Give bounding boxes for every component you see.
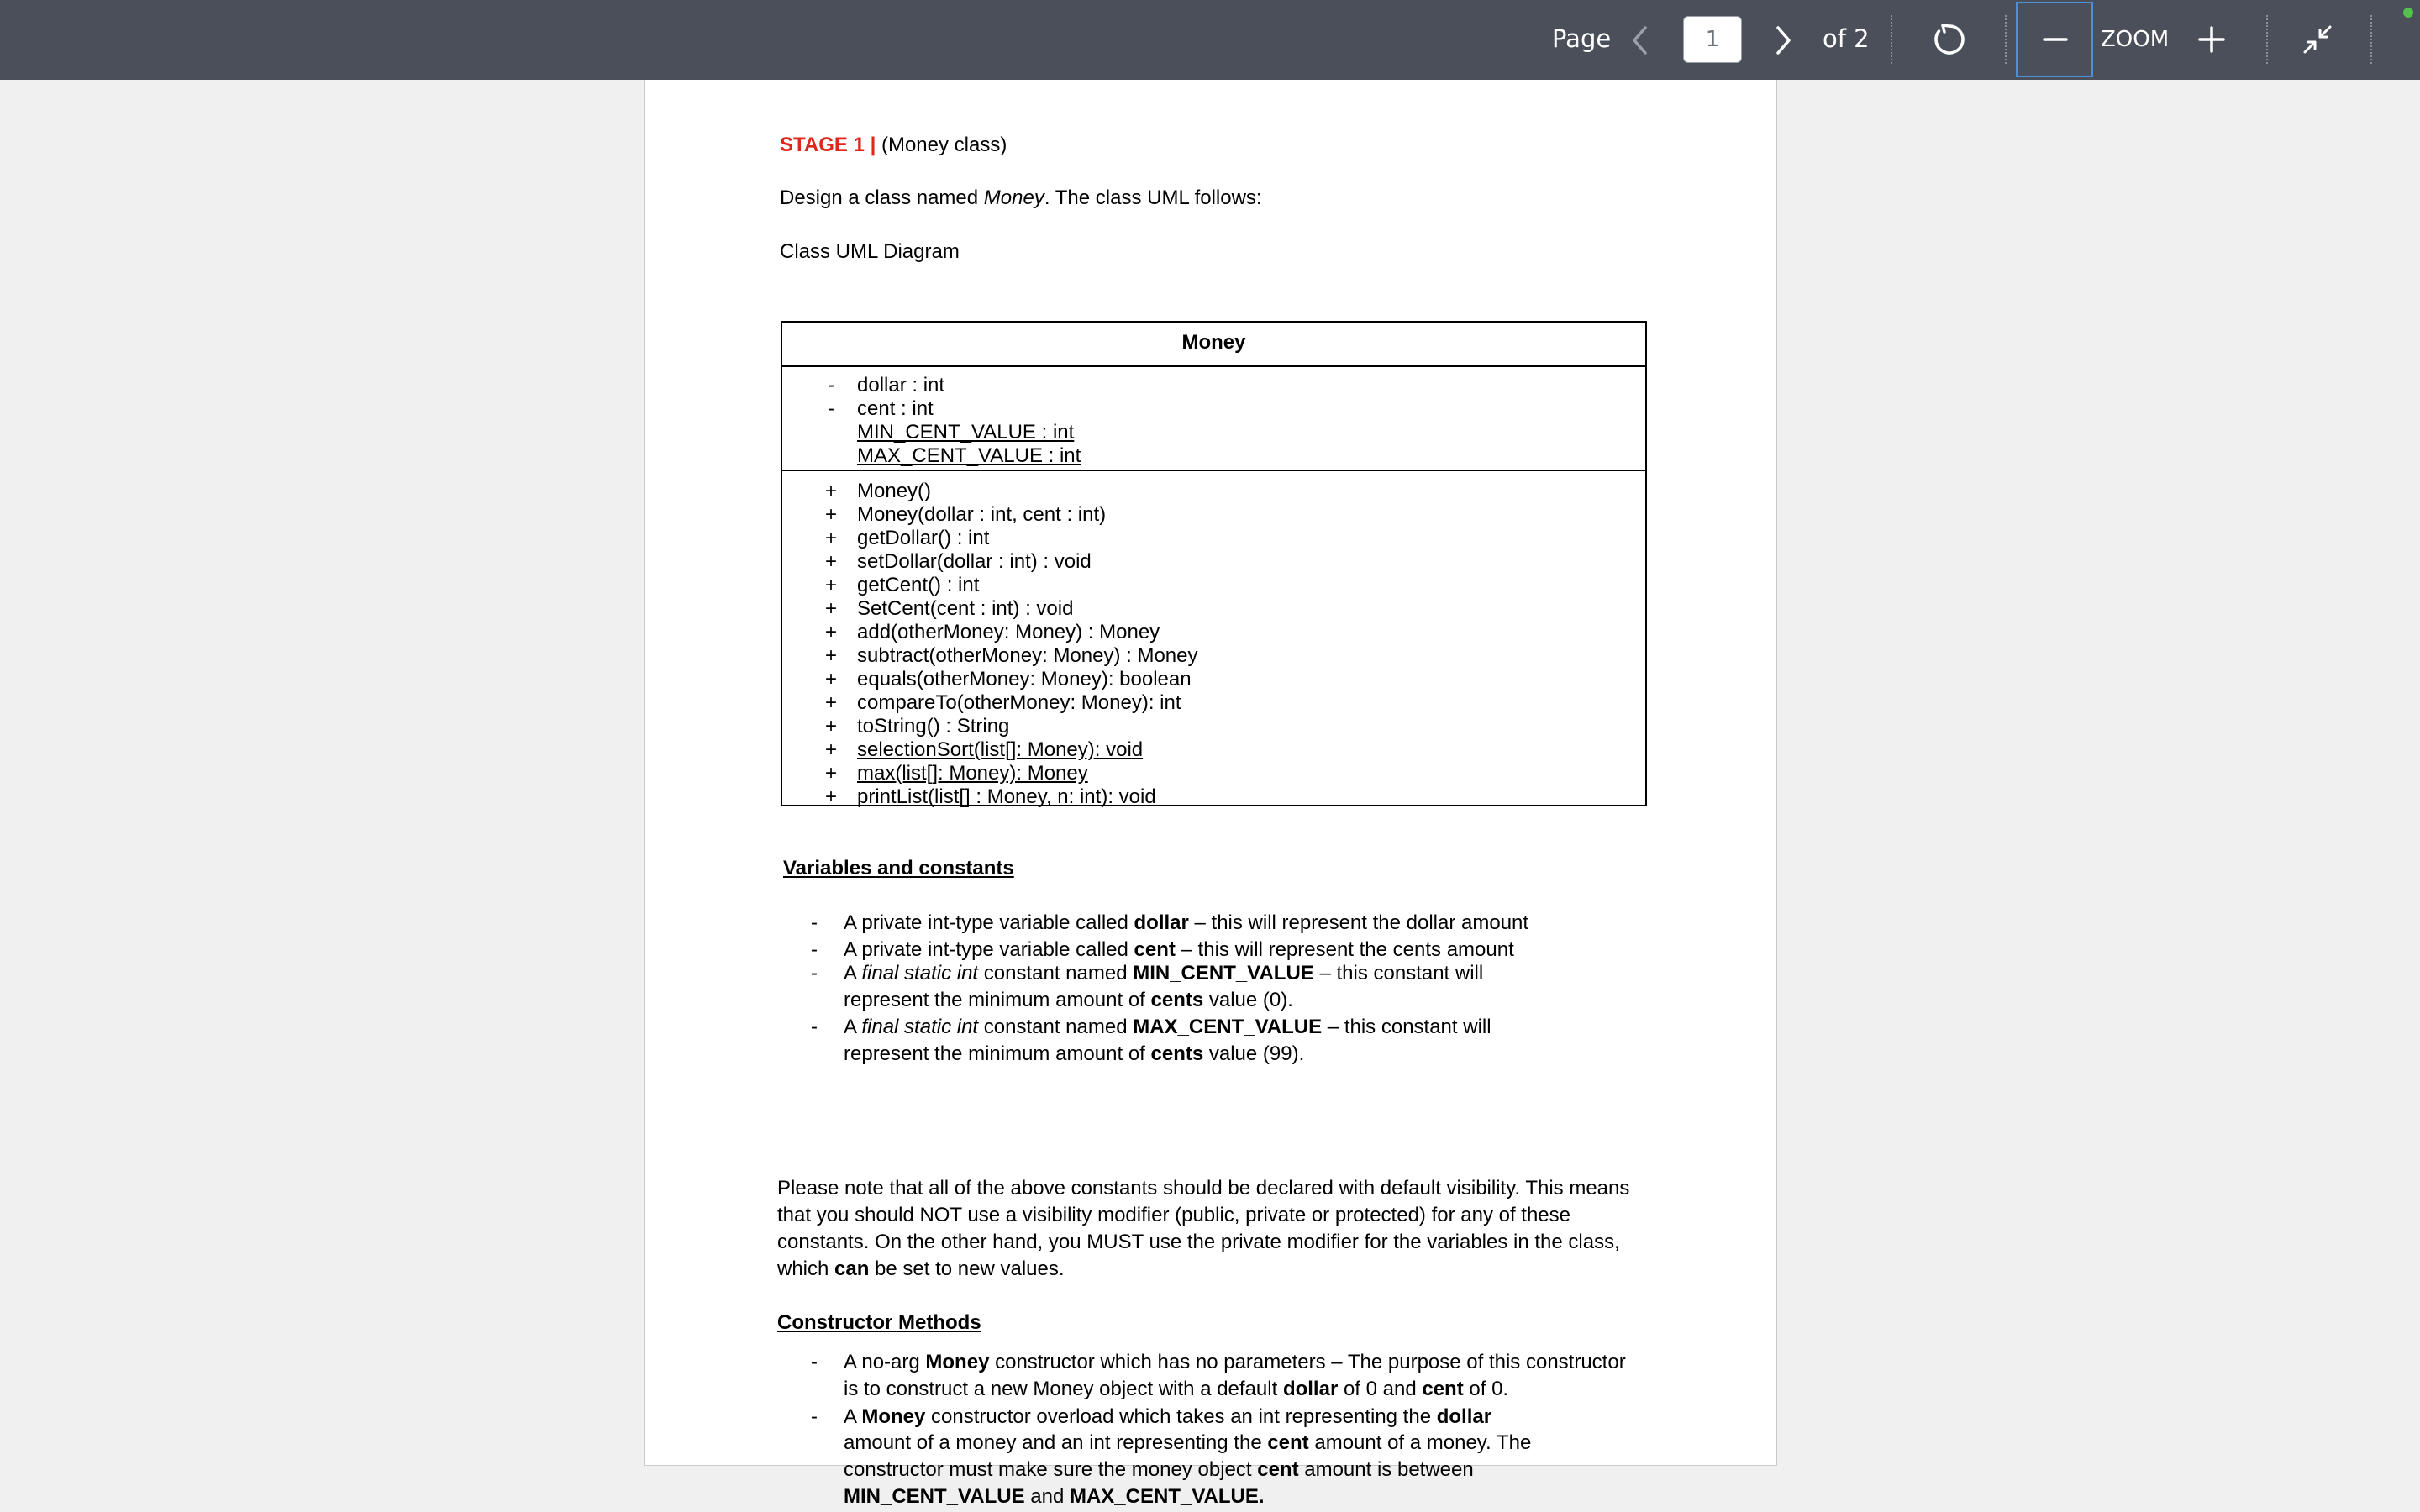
toolbar-divider xyxy=(1891,15,1892,64)
uml-method-text: printList(list[] : Money, n: int): void xyxy=(857,785,1156,808)
bullet-dash: - xyxy=(811,962,818,984)
text-part: of 0. xyxy=(1463,1378,1509,1400)
visibility-symbol: + xyxy=(824,738,837,761)
bullet-dash: - xyxy=(811,911,818,934)
page-number-input[interactable]: 1 xyxy=(1683,16,1742,63)
bullet-dash: - xyxy=(811,938,818,961)
text-part: – this will represent the cents amount xyxy=(1175,938,1514,961)
bullet-dash: - xyxy=(811,1351,818,1373)
ctor-item-cont xyxy=(844,1431,1531,1455)
uml-method-text: Money() xyxy=(857,480,932,502)
chevron-right-icon[interactable] xyxy=(1773,25,1793,55)
text-part: Money xyxy=(861,1405,926,1428)
toolbar-divider xyxy=(2005,15,2007,64)
text-part: cents xyxy=(1150,1042,1204,1065)
ctor-item xyxy=(844,1351,1626,1374)
uml-method-row xyxy=(782,503,1645,527)
note-line: that you should NOT use a visibility modifier (public, private or protected) for any of these xyxy=(777,1204,1571,1226)
uml-attribute-row xyxy=(782,444,1645,468)
uml-attribute-row xyxy=(782,374,1645,397)
uml-attribute-row xyxy=(782,397,1645,421)
text-part: dollar xyxy=(1282,1378,1339,1400)
uml-method-row xyxy=(782,785,1645,809)
uml-method-row xyxy=(782,480,1645,503)
uml-method-row xyxy=(782,550,1645,574)
text-part: constructor must make sure the money object xyxy=(844,1458,1258,1481)
text-part: which xyxy=(777,1257,835,1280)
text-part: can xyxy=(834,1257,870,1280)
uml-method-text: subtract(otherMoney: Money) : Money xyxy=(857,644,1198,667)
text-part: amount of a money and an int representing the xyxy=(844,1431,1268,1454)
text-part: A xyxy=(844,1405,862,1428)
text-part: – this constant will xyxy=(1313,962,1484,984)
minus-icon xyxy=(2043,37,2068,42)
visibility-symbol: - xyxy=(828,397,834,420)
text-part: cents xyxy=(1150,989,1204,1011)
visibility-symbol: + xyxy=(824,527,837,549)
text-part: represent the minimum amount of xyxy=(844,1042,1151,1065)
intro-part: Design a class named xyxy=(780,186,984,209)
intro-class-name: Money xyxy=(983,186,1044,209)
text-part: – this will represent the dollar amount xyxy=(1188,911,1529,934)
pdf-toolbar xyxy=(0,0,2420,80)
uml-attribute-text: MIN_CENT_VALUE : int xyxy=(857,421,1075,444)
uml-class-name: Money xyxy=(1181,331,1246,354)
text-part: A xyxy=(844,1016,862,1038)
uml-method-text: getCent() : int xyxy=(857,574,980,596)
uml-attribute-text: MAX_CENT_VALUE : int xyxy=(857,444,1081,467)
collapse-icon[interactable] xyxy=(2302,24,2333,55)
uml-method-text: toString() : String xyxy=(857,715,1010,738)
uml-method-row xyxy=(782,762,1645,785)
uml-class-diagram xyxy=(781,321,1647,806)
note-line xyxy=(777,1257,1065,1281)
vars-item xyxy=(844,911,1528,935)
uml-method-row xyxy=(782,574,1645,597)
stage-label: STAGE 1 | xyxy=(780,134,876,156)
zoom-label: ZOOM xyxy=(2101,27,2170,52)
stage-heading xyxy=(780,134,1007,157)
uml-method-text: Money(dollar : int, cent : int) xyxy=(857,503,1107,526)
bullet-dash: - xyxy=(811,1405,818,1428)
uml-caption: Class UML Diagram xyxy=(780,240,960,263)
visibility-symbol: + xyxy=(824,785,837,808)
visibility-symbol: - xyxy=(828,374,834,396)
page-count-label: of 2 xyxy=(1823,24,1870,53)
uml-method-row xyxy=(782,527,1645,550)
text-part: constant named xyxy=(978,962,1134,984)
visibility-symbol: + xyxy=(824,762,837,785)
text-part: value (0). xyxy=(1203,989,1293,1011)
note-line: Please note that all of the above constants should be declared with default visibility. This means xyxy=(777,1177,1630,1200)
visibility-symbol: + xyxy=(824,550,837,573)
uml-attribute-row xyxy=(782,421,1645,444)
visibility-symbol: + xyxy=(824,644,837,667)
visibility-symbol: + xyxy=(824,480,837,502)
stage-suffix: (Money class) xyxy=(876,134,1007,156)
uml-method-text: getDollar() : int xyxy=(857,527,990,549)
visibility-symbol: + xyxy=(824,597,837,620)
text-part: dollar xyxy=(1436,1405,1492,1428)
vars-item xyxy=(844,962,1483,985)
text-part: cent xyxy=(1134,938,1176,961)
text-part: represent the minimum amount of xyxy=(844,989,1151,1011)
uml-method-row xyxy=(782,691,1645,715)
text-part: A no-arg xyxy=(844,1351,926,1373)
text-part: MAX_CENT_VALUE xyxy=(1133,1016,1323,1038)
text-part: – this constant will xyxy=(1322,1016,1491,1038)
text-part: MAX_CENT_VALUE. xyxy=(1069,1485,1265,1508)
uml-method-row xyxy=(782,738,1645,762)
uml-method-row xyxy=(782,597,1645,621)
ctor-item-cont xyxy=(844,1485,1265,1509)
text-part: MIN_CENT_VALUE xyxy=(1133,962,1314,984)
text-part: is to construct a new Money object with a default xyxy=(844,1378,1283,1400)
text-part: MIN_CENT_VALUE xyxy=(844,1485,1025,1508)
ctor-item xyxy=(844,1405,1491,1429)
visibility-symbol: + xyxy=(824,621,837,643)
uml-attributes xyxy=(782,367,1645,471)
uml-method-row xyxy=(782,715,1645,738)
text-part: A xyxy=(844,962,862,984)
intro-text xyxy=(780,186,1262,210)
note-line: constants. On the other hand, you MUST use the private modifier for the variables in the class, xyxy=(777,1231,1620,1253)
toolbar-divider xyxy=(2266,15,2268,64)
text-part: constructor overload which takes an int representing the xyxy=(925,1405,1437,1428)
ctor-item-cont xyxy=(844,1458,1474,1482)
uml-method-row xyxy=(782,668,1645,691)
visibility-symbol: + xyxy=(824,691,837,714)
uml-method-text: max(list[]: Money): Money xyxy=(857,762,1088,785)
text-part: value (99). xyxy=(1203,1042,1305,1065)
uml-method-row xyxy=(782,644,1645,668)
vars-item-cont xyxy=(844,1042,1304,1066)
text-part: and xyxy=(1024,1485,1070,1508)
visibility-symbol: + xyxy=(824,668,837,690)
uml-method-text: add(otherMoney: Money) : Money xyxy=(857,621,1160,643)
uml-attribute-text: dollar : int xyxy=(857,374,945,396)
reload-icon[interactable] xyxy=(1932,22,1967,57)
ctor-heading: Constructor Methods xyxy=(777,1311,981,1334)
text-part: amount of a money. The xyxy=(1308,1431,1532,1454)
status-indicator xyxy=(2403,8,2413,18)
visibility-symbol: + xyxy=(824,503,837,526)
text-part: A private int-type variable called xyxy=(844,938,1134,961)
bullet-dash: - xyxy=(811,1016,818,1038)
uml-method-text: compareTo(otherMoney: Money): int xyxy=(857,691,1181,714)
intro-part: . The class UML follows: xyxy=(1044,186,1262,209)
vars-heading: Variables and constants xyxy=(783,857,1014,879)
text-part: constant named xyxy=(978,1016,1134,1038)
vars-item xyxy=(844,938,1514,962)
text-part: constructor which has no parameters – The purpose of this constructor xyxy=(989,1351,1626,1373)
text-part: cent xyxy=(1257,1458,1299,1481)
uml-methods xyxy=(782,471,1645,808)
uml-method-text: SetCent(cent : int) : void xyxy=(857,597,1074,620)
text-part: final static int xyxy=(861,962,979,984)
uml-method-text: equals(otherMoney: Money): boolean xyxy=(857,668,1192,690)
text-part: amount is between xyxy=(1298,1458,1474,1481)
uml-method-row xyxy=(782,621,1645,644)
text-part: Money xyxy=(925,1351,990,1373)
uml-class-header xyxy=(782,323,1645,367)
plus-icon[interactable] xyxy=(2198,26,2225,53)
ctor-item-cont xyxy=(844,1378,1508,1401)
vars-item-cont xyxy=(844,989,1293,1012)
vars-item xyxy=(844,1016,1491,1039)
uml-method-text: selectionSort(list[]: Money): void xyxy=(857,738,1144,761)
toolbar-divider xyxy=(2370,15,2372,64)
text-part: dollar xyxy=(1134,911,1189,934)
visibility-symbol: + xyxy=(824,574,837,596)
text-part: of 0 and xyxy=(1338,1378,1423,1400)
uml-attribute-text: cent : int xyxy=(857,397,934,420)
uml-method-text: setDollar(dollar : int) : void xyxy=(857,550,1092,573)
page-label: Page xyxy=(1552,24,1612,53)
text-part: A private int-type variable called xyxy=(844,911,1134,934)
text-part: be set to new values. xyxy=(869,1257,1065,1280)
visibility-symbol: + xyxy=(824,715,837,738)
text-part: cent xyxy=(1267,1431,1309,1454)
document-page xyxy=(644,80,1777,1508)
chevron-left-icon[interactable] xyxy=(1630,25,1650,55)
text-part: final static int xyxy=(861,1016,979,1038)
text-part: cent xyxy=(1422,1378,1464,1400)
zoom-out-button[interactable] xyxy=(2016,2,2093,77)
